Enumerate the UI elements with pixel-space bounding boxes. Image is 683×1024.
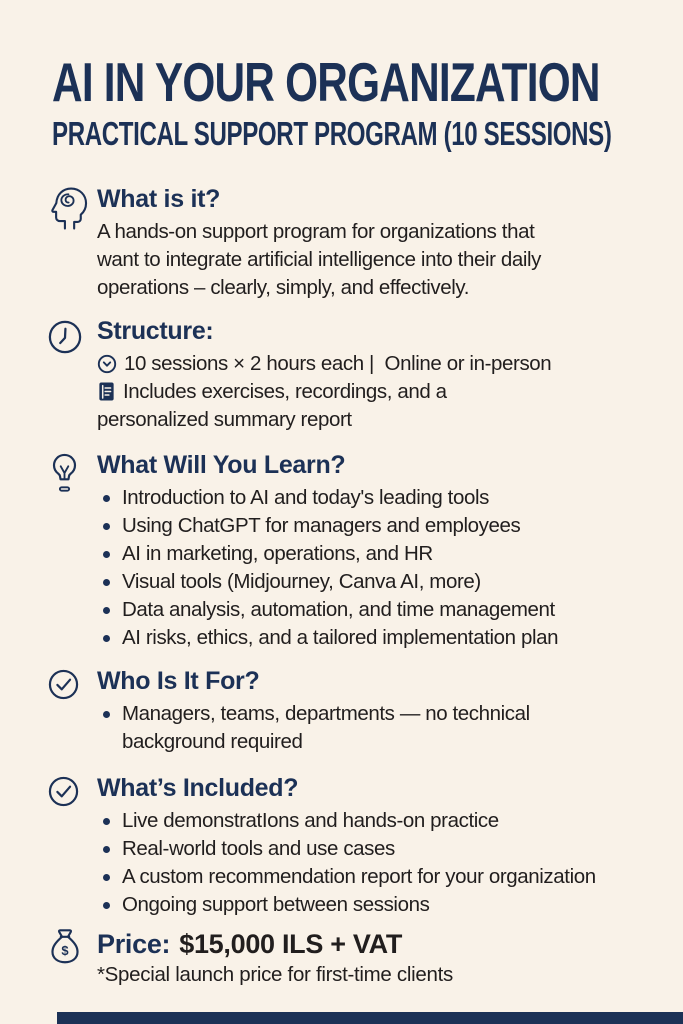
learn-list (97, 484, 649, 652)
section-price (46, 927, 649, 989)
bullet-item: Ongoing support between sessions (97, 891, 649, 919)
bullet-item: Using ChatGPT for managers and employees (97, 512, 649, 540)
section-heading: What is it? (97, 185, 221, 213)
who-list (97, 700, 597, 756)
check-circle-icon (46, 774, 81, 809)
section-heading: What’s Included? (97, 774, 299, 802)
bullet-item: AI risks, ethics, and a tailored implementation plan (97, 624, 649, 652)
section-learn (46, 450, 649, 652)
structure-line-sessions: 10 sessions × 2 hours each | Online or in-person (97, 350, 649, 378)
section-included (46, 773, 649, 919)
check-circle-icon (46, 667, 81, 702)
section-heading: Structure: (97, 317, 214, 345)
structure-line-includes: Includes exercises, recordings, and a (97, 378, 649, 406)
dollar-glyph: $ (61, 942, 69, 958)
bullet-item: A custom recommendation report for your organization (97, 863, 649, 891)
price-note: *Special launch price for first-time clients (97, 963, 453, 986)
included-list (97, 807, 649, 919)
bottom-band (57, 1012, 683, 1024)
section-heading: What Will You Learn? (97, 451, 346, 479)
bullet-item: Data analysis, automation, and time management (97, 596, 649, 624)
paragraph-line: want to integrate artificial intelligence into their daily (97, 248, 541, 271)
section-heading: Who Is It For? (97, 667, 260, 695)
bullet-item: Live demonstratIons and hands-on practice (97, 807, 649, 835)
structure-line-wrap: personalized summary report (97, 408, 352, 431)
paragraph-line: operations – clearly, simply, and effectively. (97, 276, 470, 299)
money-bag-icon (46, 927, 84, 969)
lightbulb-icon (46, 452, 83, 494)
section-what-is-it (46, 184, 649, 302)
header (46, 51, 649, 152)
bullet-item: Managers, teams, departments — no technical background required (97, 700, 597, 756)
document-icon (97, 381, 116, 402)
small-clock-icon (97, 354, 117, 374)
price-line (97, 927, 649, 961)
page-title: AI IN YOUR ORGANIZATION (52, 51, 600, 113)
price-label: Price: (97, 929, 171, 959)
section-structure (46, 316, 649, 434)
bullet-item: Real-world tools and use cases (97, 835, 649, 863)
paragraph-line: A hands-on support program for organizations that (97, 220, 535, 243)
clock-icon (46, 318, 84, 356)
bullet-item: AI in marketing, operations, and HR (97, 540, 649, 568)
price-value: $15,000 ILS + VAT (179, 929, 403, 959)
page-subtitle: PRACTICAL SUPPORT PROGRAM (10 SESSIONS) (52, 115, 612, 152)
bullet-item: Introduction to AI and today's leading tools (97, 484, 649, 512)
bullet-item: Visual tools (Midjourney, Canva AI, more) (97, 568, 649, 596)
section-who (46, 666, 649, 756)
head-brain-icon (46, 182, 90, 232)
section-paragraph (97, 218, 649, 302)
